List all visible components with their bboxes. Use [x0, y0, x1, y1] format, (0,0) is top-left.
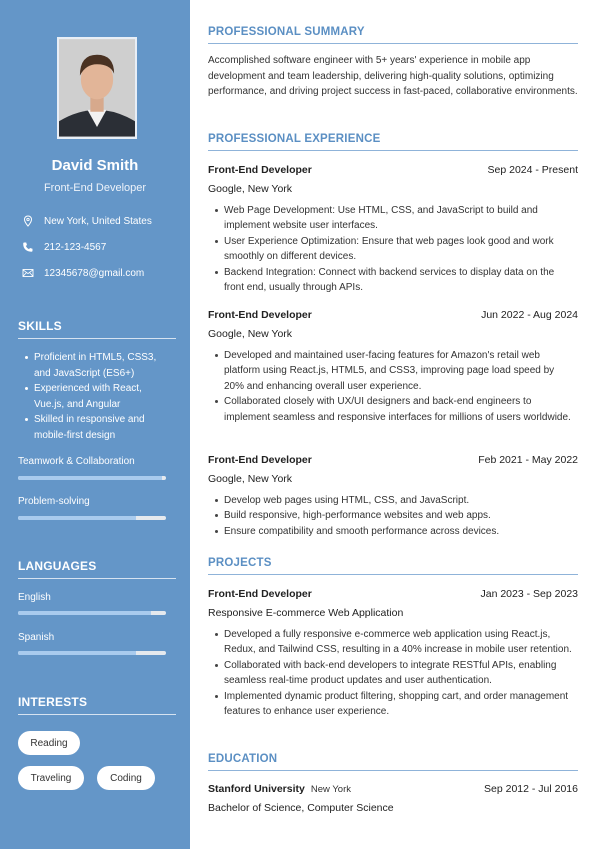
job-date: Sep 2024 - Present [487, 164, 578, 176]
job-company: Google, New York [208, 473, 293, 485]
skill-item: Proficient in HTML5, CSS3, and JavaScript (ES6+) [24, 350, 174, 381]
job-title: Front-End Developer [208, 164, 312, 176]
projects-heading: PROJECTS [208, 557, 578, 575]
skill-bar-teamwork [18, 476, 166, 480]
education-location: New York [310, 784, 351, 795]
education-degree: Bachelor of Science, Computer Science [208, 802, 394, 814]
interest-pill-traveling: Traveling [18, 766, 84, 790]
project-bullet: Developed a fully responsive e-commerce web application using React.js, Redux, and Tailwind CSS, resulting in a 40% increase in mobile user retention. [214, 627, 576, 658]
candidate-role: Front-End Developer [43, 182, 147, 194]
contact-phone [22, 240, 106, 254]
location-pin-icon [22, 215, 34, 227]
skill-bar-problem-solving [18, 516, 166, 520]
email-icon [22, 267, 34, 279]
language-bar-spanish [18, 651, 166, 655]
skill-bar-label-teamwork: Teamwork & Collaboration [18, 456, 135, 467]
job-company: Google, New York [208, 183, 293, 195]
project-name: Responsive E-commerce Web Application [208, 607, 404, 619]
contact-location [22, 214, 152, 228]
sidebar [0, 0, 190, 849]
project-bullet: Collaborated with back-end developers to integrate RESTful APIs, enabling seamless real-time product updates and user authentication. [214, 658, 576, 689]
job-bullet: Develop web pages using HTML, CSS, and JavaScript. [214, 493, 576, 508]
job-bullet: Collaborated closely with UX/UI designers and back-end engineers to implement seamless and responsive interfaces for millions of users worldwide. [214, 394, 576, 425]
project-date: Jan 2023 - Sep 2023 [480, 588, 578, 600]
education-heading: EDUCATION [208, 753, 578, 771]
project-bullets [214, 627, 576, 719]
language-bar-fill [18, 611, 151, 615]
portrait-image [59, 39, 135, 137]
skill-item: Experienced with React, Vue.js, and Angular [24, 381, 174, 412]
contact-email [22, 266, 144, 280]
project-bullet: Implemented dynamic product filtering, shopping cart, and order management features to enhance user experience. [214, 689, 576, 720]
education-date: Sep 2012 - Jul 2016 [484, 783, 578, 795]
job-bullet: User Experience Optimization: Ensure that web pages look good and work smoothly on different devices. [214, 234, 576, 265]
project-header [208, 588, 578, 600]
job-header [208, 454, 578, 466]
skill-bar-fill [18, 476, 162, 480]
candidate-name: David Smith [51, 157, 139, 174]
job-title: Front-End Developer [208, 454, 312, 466]
skill-bar-fill [18, 516, 136, 520]
languages-heading: LANGUAGES [18, 559, 176, 579]
job-bullets [214, 348, 576, 425]
job-title: Front-End Developer [208, 309, 312, 321]
skill-item: Skilled in responsive and mobile-first design [24, 412, 174, 443]
interests-heading: INTERESTS [18, 695, 176, 715]
language-bar-label-spanish: Spanish [18, 632, 55, 643]
experience-heading: PROFESSIONAL EXPERIENCE [208, 133, 578, 151]
job-bullets [214, 493, 576, 539]
interest-pill-coding: Coding [97, 766, 155, 790]
skills-list [24, 350, 174, 443]
job-bullet: Backend Integration: Connect with backend services to display data on the front end, usually through APIs. [214, 265, 576, 296]
job-date: Jun 2022 - Aug 2024 [481, 309, 578, 321]
job-header [208, 309, 578, 321]
contact-phone-text: 212-123-4567 [44, 241, 107, 253]
education-school-wrap [208, 783, 351, 795]
project-role: Front-End Developer [208, 588, 312, 600]
education-school: Stanford University [208, 783, 305, 795]
language-bar-fill [18, 651, 136, 655]
summary-heading: PROFESSIONAL SUMMARY [208, 26, 578, 44]
job-company: Google, New York [208, 328, 293, 340]
language-bar-english [18, 611, 166, 615]
skill-bar-label-problem-solving: Problem-solving [18, 496, 90, 507]
job-header [208, 164, 578, 176]
job-bullets [214, 203, 576, 295]
job-date: Feb 2021 - May 2022 [478, 454, 578, 466]
job-bullet: Ensure compatibility and smooth performance across devices. [214, 524, 576, 539]
job-bullet: Developed and maintained user-facing features for Amazon's retail web platform using React.js, HTML5, and CSS3, improving page load speed by 20% and enhancing overall user experience. [214, 348, 576, 394]
summary-text: Accomplished software engineer with 5+ years' experience in mobile app development and team leadership, delivering high-quality solutions, optimizing performance, and driving project success in fast-paced, collaborative environments. [208, 55, 578, 97]
profile-photo [57, 37, 137, 139]
skills-heading: SKILLS [18, 319, 176, 339]
contact-location-text: New York, United States [44, 215, 152, 227]
language-bar-label-english: English [18, 592, 51, 603]
job-bullet: Web Page Development: Use HTML, CSS, and JavaScript to build and implement website user interfaces. [214, 203, 576, 234]
education-header [208, 783, 578, 795]
job-bullet: Build responsive, high-performance websites and web apps. [214, 508, 576, 523]
contact-email-text: 12345678@gmail.com [44, 267, 145, 279]
phone-icon [22, 241, 34, 253]
interest-pill-reading: Reading [18, 731, 80, 755]
